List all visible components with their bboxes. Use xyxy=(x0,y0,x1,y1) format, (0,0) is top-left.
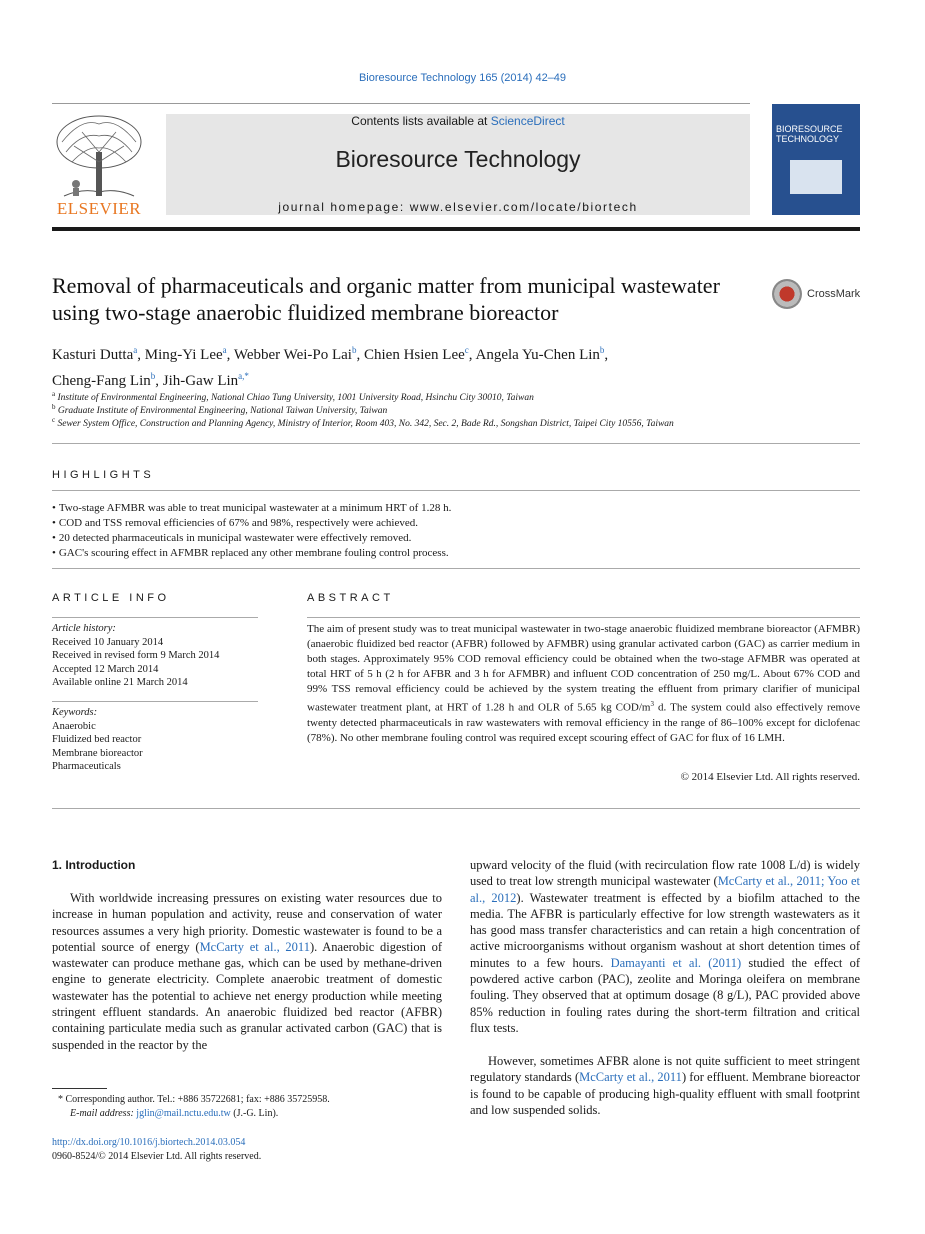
highlight-item: • Two-stage AFMBR was able to treat municipal wastewater at a minimum HRT of 1.28 h. xyxy=(52,501,860,516)
publisher-wordmark: ELSEVIER xyxy=(56,199,142,218)
author[interactable]: Cheng-Fang Lin$^b$ xyxy=(52,371,156,389)
history-entry: Available online 21 March 2014 xyxy=(52,677,188,688)
keywords xyxy=(52,706,258,774)
article-info-heading: ARTICLE INFO xyxy=(52,592,170,604)
cover-title: BIORESOURCE TECHNOLOGY xyxy=(776,124,843,144)
corresponding-author-note: * Corresponding author. Tel.: +886 35722681; fax: +886 35725958. xyxy=(58,1094,330,1105)
divider xyxy=(52,443,860,444)
intro-right-paragraph-2: However, sometimes AFBR alone is not quite sufficient to meet stringent regulatory standards (McCarty et al., 2011) for effluent. Membrane bioreactor is found to be capable of producing high-quality effluent with small footprint and low suspended solids. xyxy=(470,1054,860,1117)
author[interactable]: Kasturi Dutta$^a$ xyxy=(52,345,138,363)
article-history xyxy=(52,622,258,690)
divider xyxy=(52,808,860,809)
author[interactable]: Jih-Gaw Lin$^{a,*}$ xyxy=(162,371,249,389)
issn-line: 0960-8524/© 2014 Elsevier Ltd. All rights reserved. xyxy=(52,1151,262,1162)
divider xyxy=(52,701,258,702)
email-link[interactable]: jglin@mail.nctu.edu.tw xyxy=(136,1108,231,1119)
crossmark-label[interactable]: CrossMark xyxy=(807,288,861,300)
abstract-heading: ABSTRACT xyxy=(307,592,394,604)
history-entry: Received 10 January 2014 xyxy=(52,636,164,648)
highlights-list xyxy=(52,501,860,561)
divider xyxy=(52,617,258,618)
highlight-item: • COD and TSS removal efficiencies of 67% and 98%, respectively were achieved. xyxy=(52,516,860,531)
journal-reference-link[interactable]: Bioresource Technology 165 (2014) 42–49 xyxy=(358,72,567,84)
history-label: Article history: xyxy=(52,623,116,634)
keyword: Pharmaceuticals xyxy=(52,761,121,772)
citation-link[interactable]: McCarty et al., 2011 xyxy=(579,1070,682,1085)
header-rule xyxy=(52,103,750,104)
citation-link[interactable]: McCarty et al., 2011 xyxy=(199,939,310,954)
keyword: Anaerobic xyxy=(52,720,96,732)
divider xyxy=(52,490,860,491)
affiliation: $^b$ Graduate Institute of Environmental Engineering, National Taiwan University, Taiwan xyxy=(52,403,388,417)
affiliation: $^c$ Sewer System Office, Construction and Planning Agency, Ministry of Interior, Room 403, No. 342, Sec. 2, Bade Rd., Songshan District, Taipei City 10556, Taiwan xyxy=(52,416,674,430)
author[interactable]: Angela Yu-Chen Lin$^b$ xyxy=(475,345,605,363)
header-thick-rule xyxy=(52,227,860,231)
keyword: Fluidized bed reactor xyxy=(52,734,142,745)
abstract-text: The aim of present study was to treat municipal wastewater in two-stage anaerobic fluidized membrane bioreactor (AFMBR) (anaerobic fluidized bed reactor (AFBR) followed by AFMBR) using granular activated carbon (GAC) as carrier medium in both stages. Approximately 95% COD removal efficiency could be obtained when the two-stage AFMBR was operated at total HRT of 5 h (2 h for AFBR and 3 h for AFMBR) and influent COD concentration of 250 mg/L. About 67% COD and 99% TSS removal efficiency could be achieved by the system treating the effluent from primary clarifier of municipal wastewater treatment plant, at HRT of 1.28 h and OLR of 5.65 kg COD/$m^3$ d. The system could also effectively remove twenty detected pharmaceuticals in raw wastewaters with removal efficiency in the range of 86–100% except for diclofenac (78%). No other membrane fouling control was required except scouring effect of GAC for flux of 16 LMH. xyxy=(307,623,860,744)
journal-homepage[interactable]: journal homepage: www.elsevier.com/locate/biortech xyxy=(278,200,638,214)
email-note: E-mail address: jglin@mail.nctu.edu.tw (J.-G. Lin). xyxy=(70,1108,279,1119)
journal-title: Bioresource Technology xyxy=(335,146,581,172)
cover-figure xyxy=(790,160,842,194)
section-heading-introduction: 1. Introduction xyxy=(52,858,136,872)
affiliation: $^a$ Institute of Environmental Engineering, National Chiao Tung University, 1001 University Road, Hsinchu City 30010, Taiwan xyxy=(52,390,534,404)
divider xyxy=(52,568,860,569)
sciencedirect-link[interactable]: ScienceDirect xyxy=(490,114,565,128)
keyword: Membrane bioreactor xyxy=(52,747,143,759)
intro-left-paragraph: With worldwide increasing pressures on existing water resources due to increase in human population and activity, reuse and conservation of water resources assumes a very high priority. Domestic wastewater is found to be a potential source of energy (McCarty et al., 2011). Anaerobic digestion of wastewater can produce methane gas, which can be used by methane-driven engine to generate electricity. Complete anaerobic treatment of domestic wastewater has the potential to achieve net energy production while meeting stringent effluent standards. An anaerobic fluidized bed reactor (AFBR) containing particulate media such as granular activated carbon (GAC) that is suspended in the reactor by the xyxy=(52,891,442,1052)
history-entry: Received in revised form 9 March 2014 xyxy=(52,650,220,661)
author[interactable]: Webber Wei-Po Lai$^b$ xyxy=(233,345,357,363)
highlight-item: • GAC's scouring effect in AFMBR replaced any other membrane fouling control process. xyxy=(52,546,860,561)
highlight-item: • 20 detected pharmaceuticals in municipal wastewater were effectively removed. xyxy=(52,531,860,546)
doi-link[interactable]: http://dx.doi.org/10.1016/j.biortech.2014.03.054 xyxy=(52,1137,246,1148)
history-entry: Accepted 12 March 2014 xyxy=(52,663,159,675)
contents-available-line xyxy=(166,114,750,128)
citation-link[interactable]: Damayanti et al. (2011) xyxy=(610,955,742,970)
highlights-heading: HIGHLIGHTS xyxy=(52,469,155,481)
crossmark-icon[interactable] xyxy=(772,279,802,309)
divider xyxy=(307,617,860,618)
citation-link[interactable]: McCarty et al., 2011; Yoo et al., 2012 xyxy=(470,874,860,905)
footnote-rule xyxy=(52,1088,107,1089)
article-title: Removal of pharmaceuticals and organic matter from municipal wastewater using two-stage anaerobic fluidized membrane bioreactor xyxy=(52,273,720,325)
author[interactable]: Ming-Yi Lee$^a$ xyxy=(144,345,227,363)
author-list: Kasturi Dutta$^a$, Ming-Yi Lee$^a$, Webber Wei-Po Lai$^b$, Chien Hsien Lee$^c$, Angela Yu-Chen Lin$^b$, Cheng-Fang Lin$^b$, Jih-Gaw Lin$^{a,*}$ xyxy=(52,345,609,389)
abstract-copyright: © 2014 Elsevier Ltd. All rights reserved. xyxy=(680,771,860,783)
contents-prefix: Contents lists available at xyxy=(351,114,491,128)
intro-right-paragraph: upward velocity of the fluid (with recirculation flow rate 1008 L/d) is widely used to treat low strength municipal wastewater (McCarty et al., 2011; Yoo et al., 2012). Wastewater treatment is effected by a biofilm attached to the media. The AFBR is particularly effective for low strength wastewaters as it has good mass transfer characteristics and can retain a high concentration of active microorganisms without organism washout at short detention times of minutes to a few hours. Damayanti et al. (2011) studied the effect of powdered active carbon (PAC), zeolite and Moringa oleifera on membrane fouling. They observed that at optimum dosage (8 g/L), PAC provided above 85% reduction in fouling rates during the short-term filtration and critical flux tests. xyxy=(470,858,861,1035)
keywords-label: Keywords: xyxy=(52,707,98,718)
author[interactable]: Chien Hsien Lee$^c$ xyxy=(363,345,469,363)
